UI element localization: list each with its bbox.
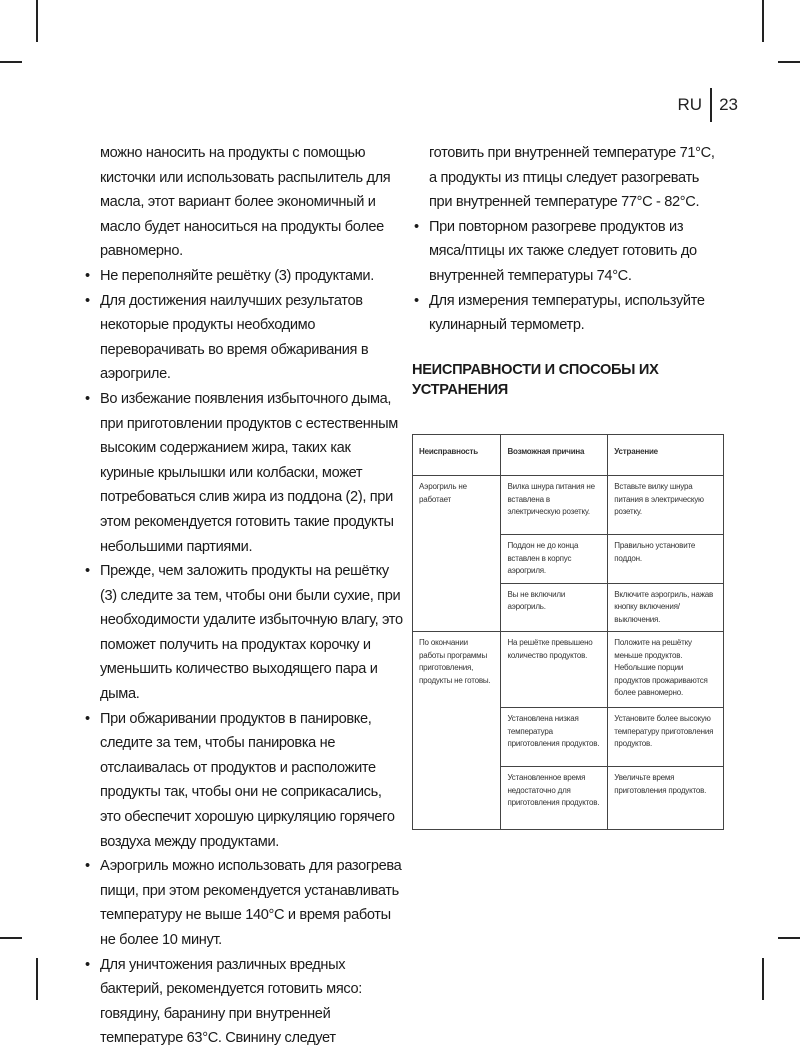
section-title: НЕИСПРАВНОСТИ И СПОСОБЫ ИХ УСТРАНЕНИЯ <box>412 362 659 398</box>
list-item: • Для измерения температуры, используйте кулинарный термометр. <box>412 289 717 338</box>
crop-mark-bottom-right-v <box>762 958 764 1000</box>
header-separator <box>710 88 712 122</box>
cause-cell: Вы не включили аэрогриль. <box>501 583 608 632</box>
cause-cell: На решётке превышено количество продуктов. <box>501 632 608 708</box>
column-header-solution: Устранение <box>608 435 724 476</box>
crop-mark-top-left-v <box>36 0 38 42</box>
list-item: • Прежде, чем заложить продукты на решётку (3) следите за тем, чтобы они были сухие, при необходимости удалите избыточную влагу, это поможет получить на продуктах корочку и уменьшить количество выходящего пара и дыма. <box>83 559 403 707</box>
cause-cell: Поддон не до конца вставлен в корпус аэрогриля. <box>501 535 608 584</box>
table-row <box>413 476 724 535</box>
table-header-row <box>413 435 724 476</box>
continued-paragraph: можно наносить на продукты с помощью кисточки или использовать распылитель для масла, этот вариант более экономичный и масло будет наноситься на продукты более равномерно. <box>100 145 391 260</box>
column-header-problem: Неисправность <box>413 435 501 476</box>
list-item: • При повторном разогреве продуктов из мяса/птицы их также следует готовить до внутренней температуры 74°C. <box>412 215 717 289</box>
list-item: • Не переполняйте решётку (3) продуктами. <box>83 264 403 289</box>
cause-cell: Установлена низкая температура приготовления продуктов. <box>501 708 608 767</box>
list-item: • При обжаривании продуктов в панировке, следите за тем, чтобы панировка не отслаивалась от продуктов и расположите продукты так, чтобы они не соприкасались, это обеспечит хорошую циркуляцию горячего воздуха между продуктами. <box>83 707 403 855</box>
problem-cell: По окончании работы программы приготовления, продукты не готовы. <box>413 632 501 830</box>
list-item: • Для уничтожения различных вредных бактерий, рекомендуется готовить мясо: говядину, баранину при внутренней температуре 63°C. Свинину следует <box>83 953 403 1051</box>
table-row <box>413 632 724 708</box>
language-code: RU <box>677 95 703 114</box>
tips-list <box>412 215 717 338</box>
crop-mark-bottom-left-v <box>36 958 38 1000</box>
solution-cell: Увеличьте время приготовления продуктов. <box>608 767 724 830</box>
cause-cell: Установленное время недостаточно для приготовления продуктов. <box>501 767 608 830</box>
solution-cell: Правильно установите поддон. <box>608 535 724 584</box>
crop-mark-top-right-v <box>762 0 764 42</box>
tips-list <box>83 264 403 1051</box>
problem-cell: Аэрогриль не работает <box>413 476 501 632</box>
page-header <box>678 88 738 122</box>
crop-mark-top-left-h <box>0 61 22 63</box>
solution-cell: Включите аэрогриль, нажав кнопку включения/выключения. <box>608 583 724 632</box>
crop-mark-bottom-right-h <box>778 937 800 939</box>
continued-paragraph: готовить при внутренней температуре 71°C, а продукты из птицы следует разогревать при внутренней температуре 77°C - 82°C. <box>429 145 715 211</box>
list-item: • Для достижения наилучших результатов некоторые продукты необходимо переворачивать во время обжаривания в аэрогриле. <box>83 289 403 387</box>
left-column <box>83 141 403 1051</box>
troubleshooting-table <box>412 434 724 830</box>
cause-cell: Вилка шнура питания не вставлена в электрическую розетку. <box>501 476 608 535</box>
list-item: • Во избежание появления избыточного дыма, при приготовлении продуктов с естественным высоким содержанием жира, таких как куриные крылышки или колбаски, может потребоваться слив жира из поддона (2), при этом рекомендуется готовить такие продукты небольшими партиями. <box>83 387 403 559</box>
crop-mark-bottom-left-h <box>0 937 22 939</box>
column-header-cause: Возможная причина <box>501 435 608 476</box>
right-column <box>412 141 717 338</box>
solution-cell: Положите на решётку меньше продуктов. Небольшие порции продуктов прожариваются более равномерно. <box>608 632 724 708</box>
list-item: • Аэрогриль можно использовать для разогрева пищи, при этом рекомендуется устанавливать температуру не выше 140°C и время работы не более 10 минут. <box>83 854 403 952</box>
crop-mark-top-right-h <box>778 61 800 63</box>
page-number: 23 <box>719 95 738 114</box>
solution-cell: Установите более высокую температуру приготовления продуктов. <box>608 708 724 767</box>
solution-cell: Вставьте вилку шнура питания в электрическую розетку. <box>608 476 724 535</box>
